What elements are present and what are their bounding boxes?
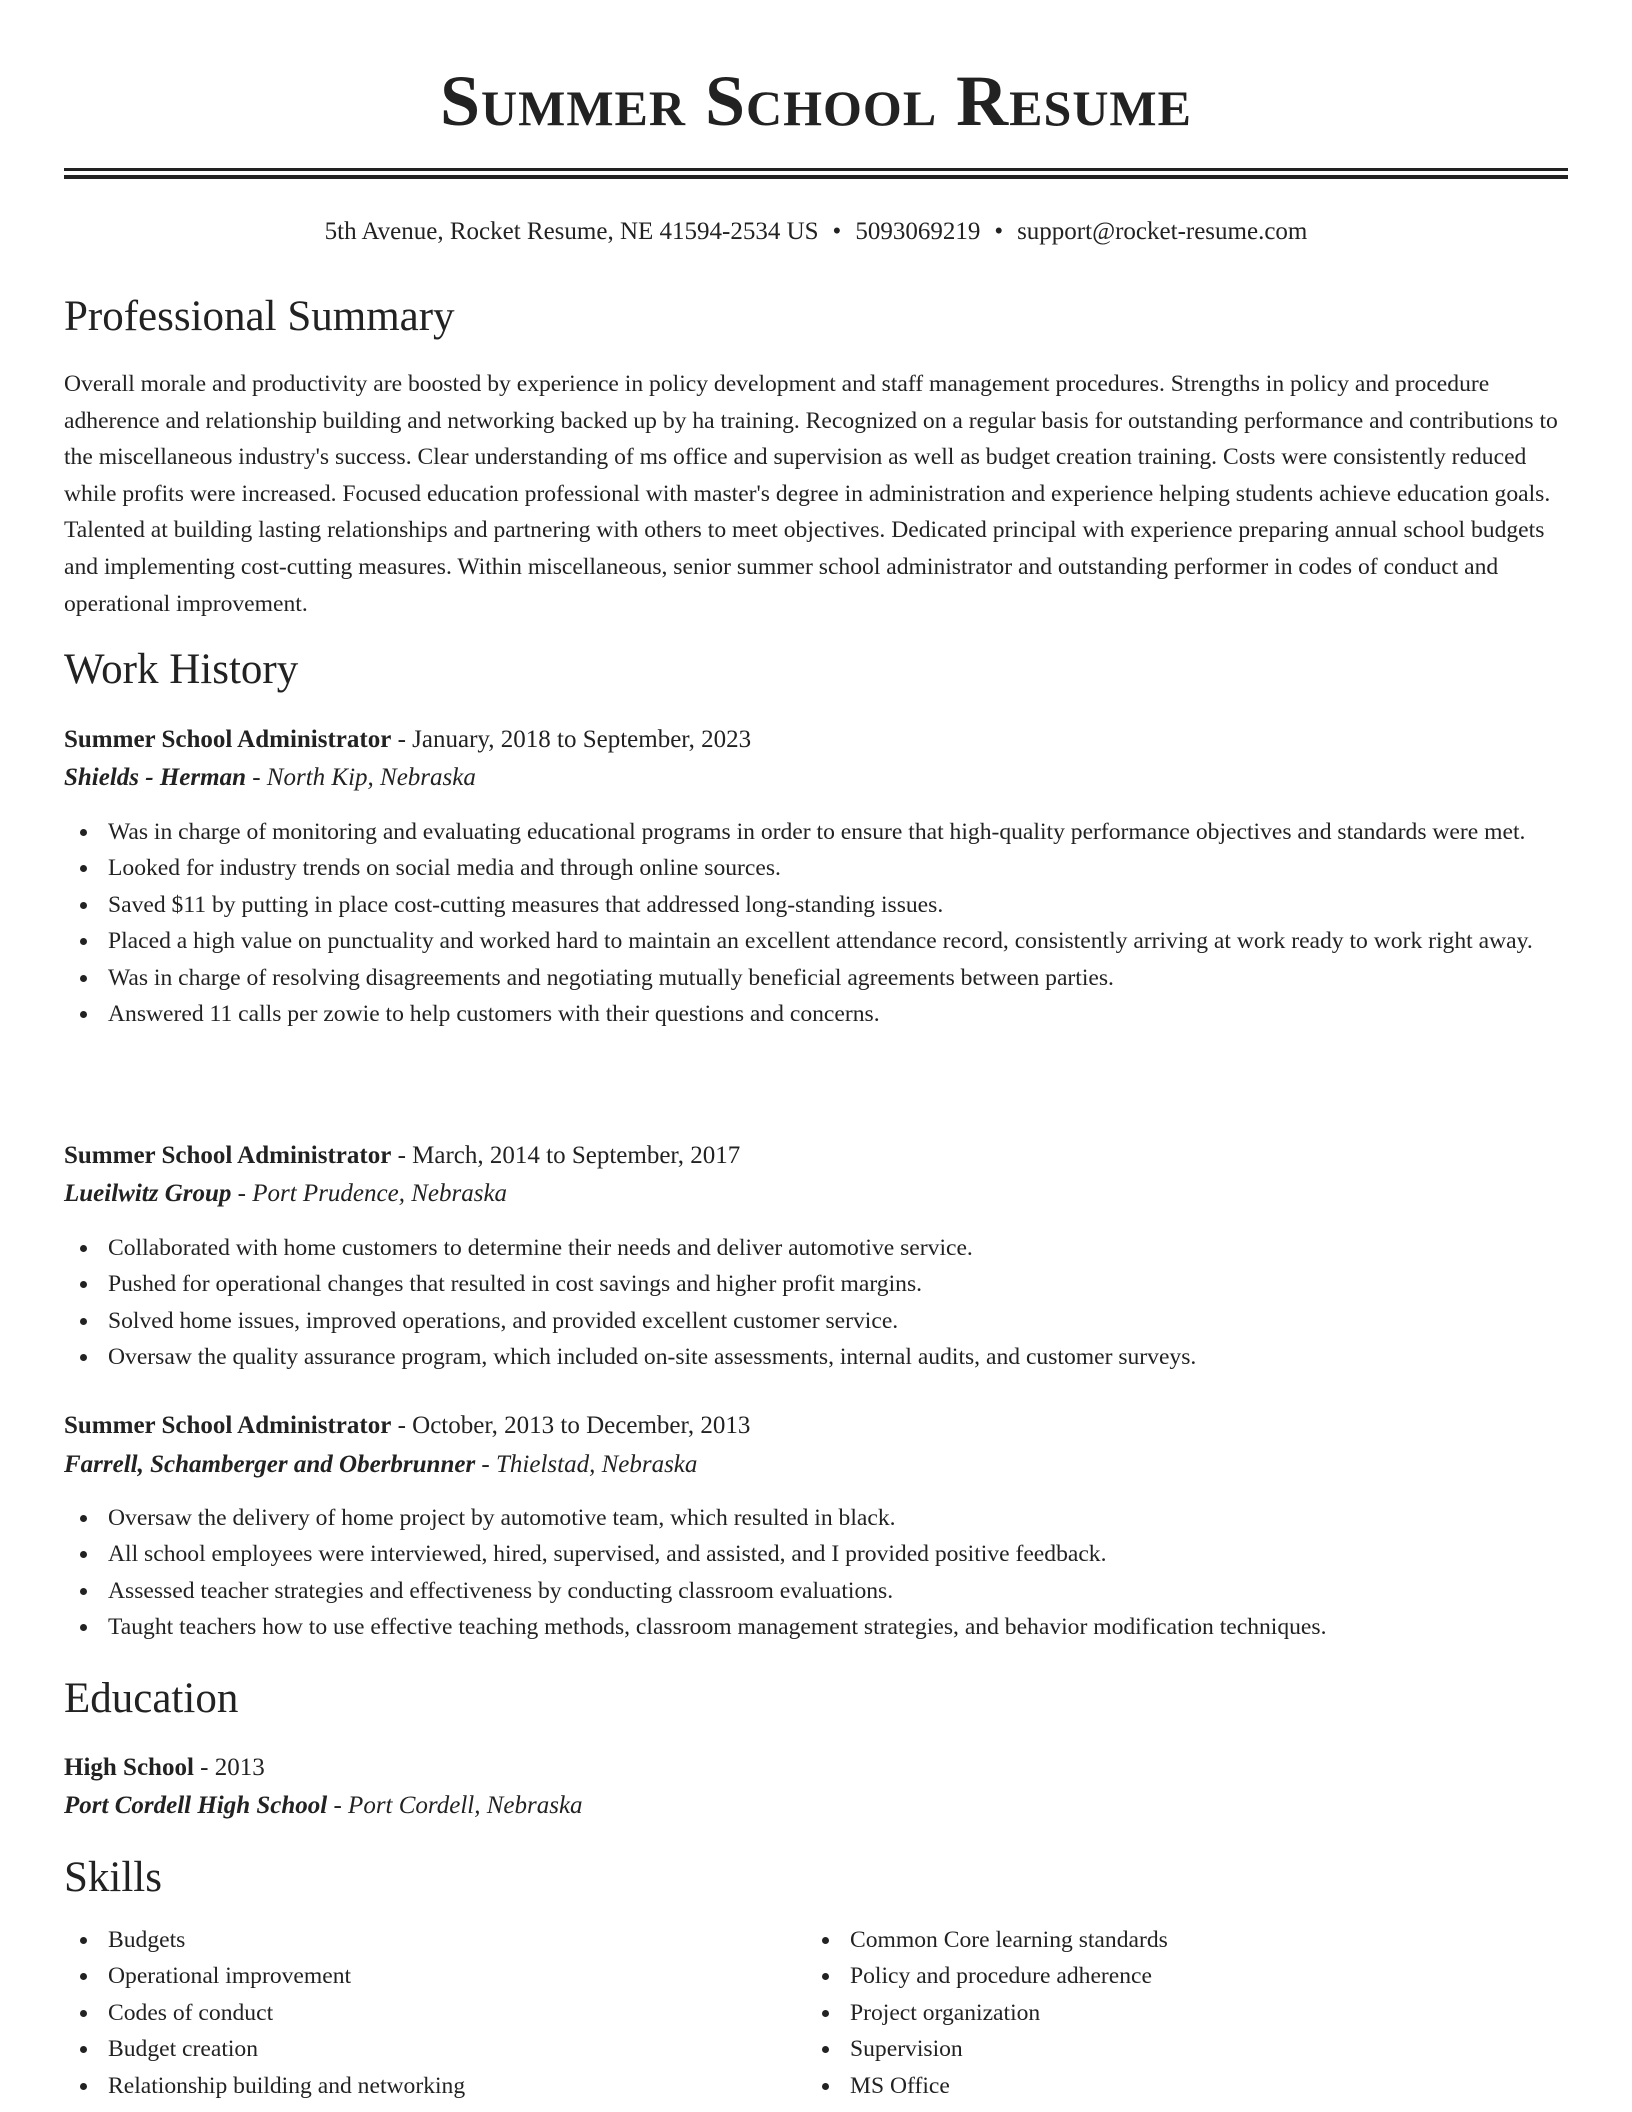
job-bullet: Taught teachers how to use effective teaching methods, classroom management strategies, and behavior modification techniques. bbox=[64, 1609, 1568, 1645]
job-bullet: Collaborated with home customers to determine their needs and deliver automotive service. bbox=[64, 1230, 1568, 1266]
job-bullet: All school employees were interviewed, hired, supervised, and assisted, and I provided positive feedback. bbox=[64, 1536, 1568, 1572]
job-bullet: Solved home issues, improved operations, and provided excellent customer service. bbox=[64, 1303, 1568, 1339]
education-year: - 2013 bbox=[193, 1754, 265, 1781]
contact-separator: • bbox=[994, 218, 1004, 245]
skill-item: Project organization bbox=[806, 1995, 1506, 2031]
job-bullets bbox=[64, 1500, 1568, 1646]
job-bullet: Saved $11 by putting in place cost-cutting measures that addressed long-standing issues. bbox=[64, 887, 1568, 923]
section-title-work-history: Work History bbox=[64, 646, 299, 693]
skill-item: MS Office bbox=[806, 2068, 1506, 2104]
skill-item: Codes of conduct bbox=[64, 1995, 764, 2031]
job-dates: - January, 2018 to September, 2023 bbox=[391, 726, 752, 753]
contact-address: 5th Avenue, Rocket Resume, NE 41594-2534 US bbox=[324, 218, 819, 245]
job-title-line bbox=[64, 721, 1568, 759]
contact-phone: 5093069219 bbox=[855, 218, 981, 245]
job-bullet: Placed a high value on punctuality and worked hard to maintain an excellent attendance record, consistently arriving at work ready to work right away. bbox=[64, 923, 1568, 959]
job-bullet: Was in charge of resolving disagreements and negotiating mutually beneficial agreements between parties. bbox=[64, 960, 1568, 996]
job-title-line bbox=[64, 1137, 1568, 1175]
employer-name: Shields - Herman bbox=[64, 764, 246, 791]
skills-list-right bbox=[806, 1922, 1506, 2104]
header-divider-top bbox=[64, 168, 1568, 171]
job-dates: - March, 2014 to September, 2017 bbox=[391, 1142, 741, 1169]
job-title: Summer School Administrator bbox=[64, 1412, 392, 1439]
job-bullet: Oversaw the quality assurance program, which included on-site assessments, internal audits, and customer surveys. bbox=[64, 1339, 1568, 1375]
job-bullets bbox=[64, 1230, 1568, 1376]
job-bullet: Answered 11 calls per zowie to help customers with their questions and concerns. bbox=[64, 996, 1568, 1032]
header-divider-bottom bbox=[64, 175, 1568, 179]
employer-name: Farrell, Schamberger and Oberbrunner bbox=[64, 1451, 476, 1478]
education-location: - Port Cordell, Nebraska bbox=[327, 1792, 583, 1819]
job-title: Summer School Administrator bbox=[64, 726, 392, 753]
section-title-skills: Skills bbox=[64, 1854, 162, 1901]
skill-item: Budget creation bbox=[64, 2031, 764, 2067]
summary-text: Overall morale and productivity are boosted by experience in policy development and staff management procedures. Strengths in policy and procedure adherence and relationship building and networking backed up by ha training. Recognized on a regular basis for outstanding performance and contributions to the miscellaneous industry's success. Clear understanding of ms office and supervision as well as budget creation training. Costs were consistently reduced while profits were increased. Focused education professional with master's degree in administration and experience helping students achieve education goals. Talented at building lasting relationships and partnering with others to meet objectives. Dedicated principal with experience preparing annual school budgets and implementing cost-cutting measures. Within miscellaneous, senior summer school administrator and outstanding performer in codes of conduct and operational improvement. bbox=[64, 371, 1558, 617]
employer-name: Lueilwitz Group bbox=[64, 1180, 232, 1207]
employer-location: - Thielstad, Nebraska bbox=[475, 1451, 698, 1478]
education-school-line bbox=[64, 1787, 1568, 1825]
skill-item: Operational improvement bbox=[64, 1958, 764, 1994]
job-dates: - October, 2013 to December, 2013 bbox=[391, 1412, 751, 1439]
skill-item: Policy and procedure adherence bbox=[806, 1958, 1506, 1994]
skill-item: Relationship building and networking bbox=[64, 2068, 764, 2104]
job-bullet: Was in charge of monitoring and evaluating educational programs in order to ensure that high-quality performance objectives and standards were met. bbox=[64, 814, 1568, 850]
job-bullet: Assessed teacher strategies and effectiveness by conducting classroom evaluations. bbox=[64, 1573, 1568, 1609]
employer-location: - North Kip, Nebraska bbox=[245, 764, 476, 791]
job-title-line bbox=[64, 1407, 1568, 1445]
job-bullets bbox=[64, 814, 1568, 1032]
contact-separator: • bbox=[832, 218, 842, 245]
employer-location: - Port Prudence, Nebraska bbox=[231, 1180, 508, 1207]
skill-item: Supervision bbox=[806, 2031, 1506, 2067]
job-bullet: Pushed for operational changes that resulted in cost savings and higher profit margins. bbox=[64, 1266, 1568, 1302]
employer-line bbox=[64, 759, 1568, 797]
employer-line bbox=[64, 1175, 1568, 1213]
employer-line bbox=[64, 1446, 1568, 1484]
skill-item: Budgets bbox=[64, 1922, 764, 1958]
contact-email: support@rocket-resume.com bbox=[1017, 218, 1308, 245]
section-title-summary: Professional Summary bbox=[64, 293, 455, 340]
skill-item: Common Core learning standards bbox=[806, 1922, 1506, 1958]
section-title-education: Education bbox=[64, 1675, 239, 1722]
job-bullet: Looked for industry trends on social media and through online sources. bbox=[64, 850, 1568, 886]
skills-list-left bbox=[64, 1922, 764, 2104]
education-school: Port Cordell High School bbox=[64, 1792, 328, 1819]
education-degree: High School bbox=[64, 1754, 194, 1781]
contact-line bbox=[0, 212, 1632, 252]
education-degree-line bbox=[64, 1749, 1568, 1787]
resume-name: Summer School Resume bbox=[440, 61, 1192, 141]
job-bullet: Oversaw the delivery of home project by automotive team, which resulted in black. bbox=[64, 1500, 1568, 1536]
job-title: Summer School Administrator bbox=[64, 1142, 392, 1169]
